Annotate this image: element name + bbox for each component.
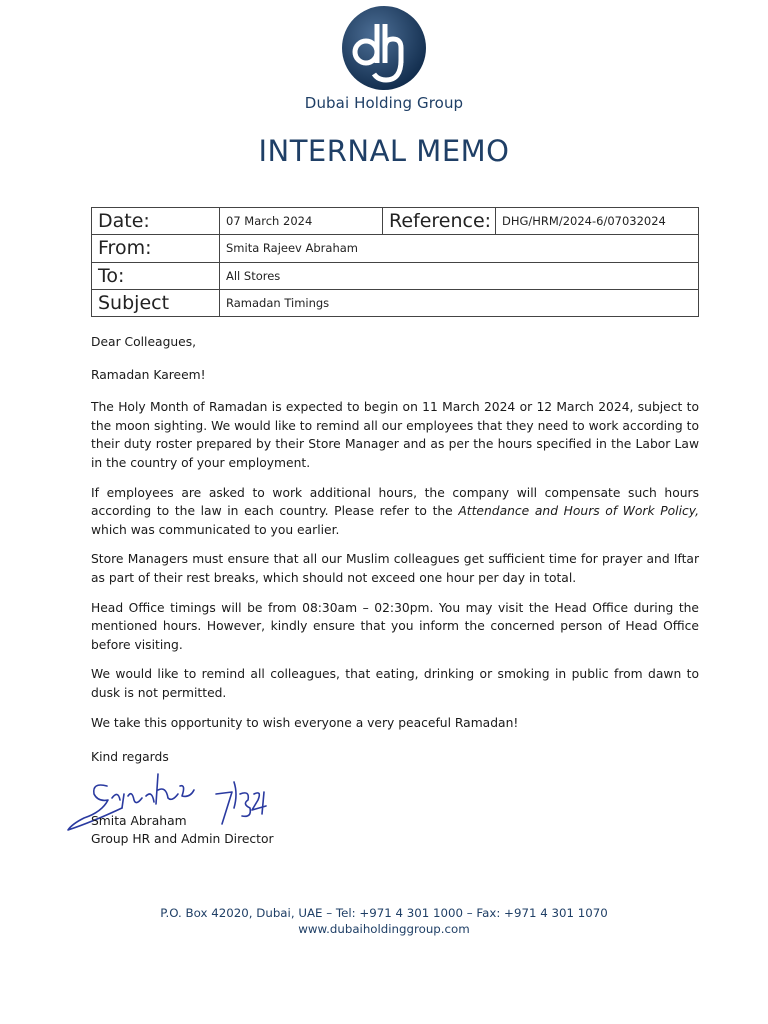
- signatory-title: Group HR and Admin Director: [91, 832, 274, 846]
- from-row: [92, 235, 699, 262]
- greeting: Ramadan Kareem!: [91, 367, 206, 382]
- memo-body: [91, 333, 699, 743]
- paragraph-additional-hours-end: which was communicated to you earlier.: [91, 522, 340, 537]
- from-label: From:: [92, 235, 220, 262]
- date-row: [92, 208, 699, 235]
- paragraph-additional-hours: [91, 484, 699, 540]
- reference-label: Reference:: [383, 208, 496, 235]
- subject-value: Ramadan Timings: [220, 289, 699, 316]
- paragraph-head-office: Head Office timings will be from 08:30am – 02:30pm. You may visit the Head Office during the mentioned hours. However, kindly ensure that you inform the concerned person of Head Office before visiting.: [91, 600, 699, 652]
- subject-label: Subject: [92, 289, 220, 316]
- paragraph-prayer-time: Store Managers must ensure that all our Muslim colleagues get sufficient time for prayer and Iftar as part of their rest breaks, which should not exceed one hour per day in total.: [91, 552, 699, 585]
- paragraph-public-conduct: We would like to remind all colleagues, that eating, drinking or smoking in public from dawn to dusk is not permitted.: [91, 667, 699, 700]
- memo-meta-table: [91, 207, 699, 317]
- footer-address: P.O. Box 42020, Dubai, UAE – Tel: +971 4 301 1000 – Fax: +971 4 301 1070: [160, 906, 608, 920]
- company-name: Dubai Holding Group: [304, 94, 464, 112]
- paragraph-additional-hours-text: If employees are asked to work additional hours, the company will compensate such hours according to the law in each country. Please refer to the: [91, 485, 699, 519]
- salutation: Dear Colleagues,: [91, 335, 197, 349]
- memo-title: INTERNAL MEMO: [258, 134, 510, 168]
- company-header: [0, 4, 768, 112]
- paragraph-ramadan-start: The Holy Month of Ramadan is expected to begin on 11 March 2024 or 12 March 2024, subject to the moon sighting. We would like to remind all our employees that they need to work according to their duty roster prepared by their Store Manager and as per the hours specified in the Labor Law in the country of your employment.: [91, 400, 699, 470]
- footer: [0, 905, 768, 937]
- footer-website: www.dubaiholdinggroup.com: [298, 922, 470, 936]
- to-label: To:: [92, 262, 220, 289]
- closing-regards: Kind regards: [91, 750, 169, 764]
- paragraph-wishes: We take this opportunity to wish everyone a very peaceful Ramadan!: [91, 715, 519, 730]
- policy-reference: Attendance and Hours of Work Policy,: [458, 504, 699, 519]
- date-label: Date:: [92, 208, 220, 235]
- from-value: Smita Rajeev Abraham: [220, 235, 699, 262]
- to-value: All Stores: [220, 262, 699, 289]
- date-value: 07 March 2024: [220, 208, 383, 235]
- subject-row: [92, 289, 699, 316]
- dhg-logo: [338, 4, 430, 92]
- reference-value: DHG/HRM/2024-6/07032024: [496, 208, 699, 235]
- to-row: [92, 262, 699, 289]
- signatory-name: Smita Abraham: [91, 814, 187, 828]
